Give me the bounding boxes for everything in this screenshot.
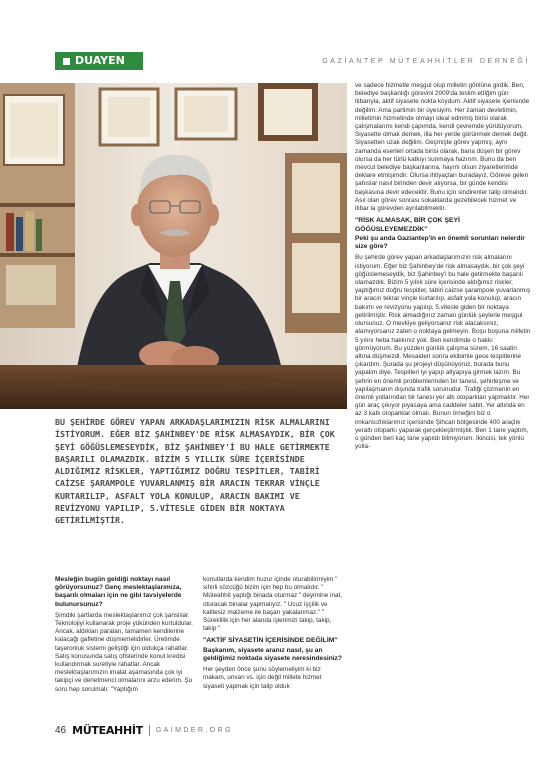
paragraph: ve sadece hizmetle meşgul olup milletin gönlüne girdik. Ben, belediye başkanlığı görevini 2009'da teslim ettiğim gün itibarıyla, aktif siyasete nokta koydum. Aktif siyasete içerisinde değilim. Ama partimin bir üyesiyim. Her zaman devletimin, milletimin hizmetinde olmayı ideal edinmiş birisi olarak çalışmalarımı kendi çapımda, kendi çevremde yürütüyorum. Siyasette olmak demek, illa her yerde görünmek demek değil. Siyasetten uzak değilim. Geçmişte görev yapmış; aynı zamanda eserleri ortada birisi olarak, bana düşen bir görev olursa da her türlü katkıyı sunmaya hazırım. Bunu da ben mevcut belediye başkanlarına, hayırlı olsun ziyaretlerimde deklare etmişimdir. Olursa ihtiyaçları buradayız. Göreve gelen şahıslar nasıl birinden devir alıyorsa, bir günde kendisi başkasına devir edecektir. Bunu için sindirenler talip olmalıdır. Asıl olan görev sonrası sokaklarda gezebilecek hizmet ve itibar la görevden ayrılabilmektir. [355, 82, 530, 213]
association-name: GAZİANTEP MÜTEAHHİTLER DERNEĞİ [322, 57, 530, 65]
section-tag [55, 52, 143, 70]
middle-column [203, 576, 343, 694]
question: Peki şu anda Gaziantep'in en önemli sorunları nelerdir size göre? [355, 235, 525, 251]
website-link[interactable]: GAIMDER.ORG [155, 726, 233, 734]
right-column [355, 82, 531, 454]
magazine-logo: MÜTEAHHİT [72, 723, 143, 737]
section-label: DUAYEN [75, 54, 125, 67]
page-header [55, 52, 540, 70]
subheading: "AKTİF SİYASETİN İÇERİSİNDE DEĞİLİM" [203, 637, 338, 645]
subheading: "RİSK ALMASAK, BİR ÇOK ŞEYİ GÖĞÜSLEYEMEZDİK" [355, 217, 460, 233]
page-footer [55, 722, 233, 738]
portrait-illustration [0, 83, 347, 409]
square-icon [63, 58, 70, 65]
portrait-photo [0, 83, 347, 409]
pull-quote: BU ŞEHİRDE GÖREV YAPAN ARKADAŞLARIMIZIN RİSK ALMALARINI İSTİYORUM. EĞER BİZ ŞAHİNBEY'DE RİSK ALMASAYDIK, BİR ÇOK ŞEYİ GÖĞÜSLEMESEYDİK, BİZ ŞAHİNBEY'İ BU HALE GETİRMEKTE BAŞARILI OLAMAZDIK. BİZİM 5 YILLIK SÜRE İÇERİSİNDE ALDIĞIMIZ RİSKLER, YAPTIĞIMIZ DOĞRU TESPİTLER, TABİRİ CAİZSE ŞARAMPOLE YUVARLANMIŞ BİR ARACIN TEKRAR VİNÇLE KURTARILIP, ASFALT YOLA KONULUP, ARACIN BAKIMI VE REVİZYONU YAPILIP, 5.VİTESLE GİDEN BİR NOKTAYA GETİRİLMİŞTİR. [55, 417, 335, 526]
question: Başkanım, siyasete aranız nasıl, şu an geldiğimiz noktada siyasete neresindesiniz? [203, 646, 342, 663]
paragraph: konutlarda kendim huzur içinde oturabilirmiyim " sihirli sözcüğü bizim için hep bu olmalıdır. " Müteahhit yaptığı binada oturmaz " deyimine inat, oturacak binalar yapmalıyız. " Ucuz işçilik ve kalitesiz malzeme ile başarı yakalanmaz." " Süreklilik için her alanda işlerimizi takip, takip, takip " [203, 576, 343, 633]
paragraph: Bu şehirde görev yapan arkadaşlarımızın risk almalarını istiyorum. Eğer biz Şahinbey'de risk almasaydık, bir çok şeyi göğüslemeseydik, biz Şahinbey'i bu hale getirmekte başarılı olamazdık. Bizim 5 yıllık süre içerisinde aldığımız riskler, yaptığımız doğru tespitler, tabiri caizse şarampole yuvarlanmış bir aracın tekrar vinçle kurtarılıp, asfalt yola konulup, aracın bakımı ve revizyonu yapılıp, 5.vitesle giden bir noktaya getirilmiştir. Risk almadığınız zaman günlük şeylerle meşgul olursunuz. O mevkiye geliyorsanız risk alacaksınız, alamıyorsanız zaten o noktaya gelmeyin. Boşu boşuna milletin 5 yılını heba hakkınız yok. Ben kendimde o hakkı görmüyorum. Bu yüzden günlük çalışma sürem, 16 saatin altına düşmezdi. Mesaiden sonra ekibimle gece tespitlerine çıkardım. Şurada şu projeyi düşünüyoruz, burada bunu yapalım diye. Tespitleri iyi yapıp altyapıya girmek lazım. Bu şehrin en önemli problemlerinden bir tanesi, şehirleşme ve yapılaşmanın dışında trafik sorunudur. Trafiği çözmenin en önemli yollarından bir tanesi yer altı otoparkları yapmaktır. Her gün araç çıkıyor piyasaya ama caddeler sabit. Yer altında en az 3 katlı otoparklar olmalı. Bunun örneğini biz o imkansızlıklarımız içerisinde Şihcan bölgesinde 400 araçlık yeraltı otoparkı yaparak gerçekleştirmiştik. Ben 1 tane yaptım, o günden beri kaç tane yapıldı bilmiyorum. İkincisi, tek yönlü yolla- [355, 254, 531, 451]
paragraph: Şimdiki şartlarda meslektaşlarımız çok şanslılar. Teknolojiyi kullanarak proje yükünden kurtuldular. Ancak, aldıkları paraları, tamamen kendilerine kalacağı gafletine düşmemelidirler. Üretimde taşeronluk sistemi geliştiği için oldukça rahatlar. Satış konusunda satış ofislerinde konut kredisi kullandırmak suretiyle rahatlar. Ancak meslektaşlarımızın imalat aşamasında çok iyi takipçi ve denetmenci olmalarını arzu ederim. Şu soru hep sorulmalı: "Yaptığım [55, 611, 193, 693]
footer-divider [149, 725, 150, 736]
paragraph: Her şeyden önce şunu söylemeliyim ki biz makam, unvan vs. için değil millete hizmet siyaseti yapmak için talip olduk [203, 666, 322, 690]
question: Mesleğin bugün geldiği noktayı nasıl görüyorsunuz? Genç meslektaşlarımıza, başarılı olmaları için ne gibi tavsiyelerde bulunursunuz? [55, 576, 182, 608]
page-number: 46 [55, 724, 67, 736]
left-column [55, 576, 193, 697]
